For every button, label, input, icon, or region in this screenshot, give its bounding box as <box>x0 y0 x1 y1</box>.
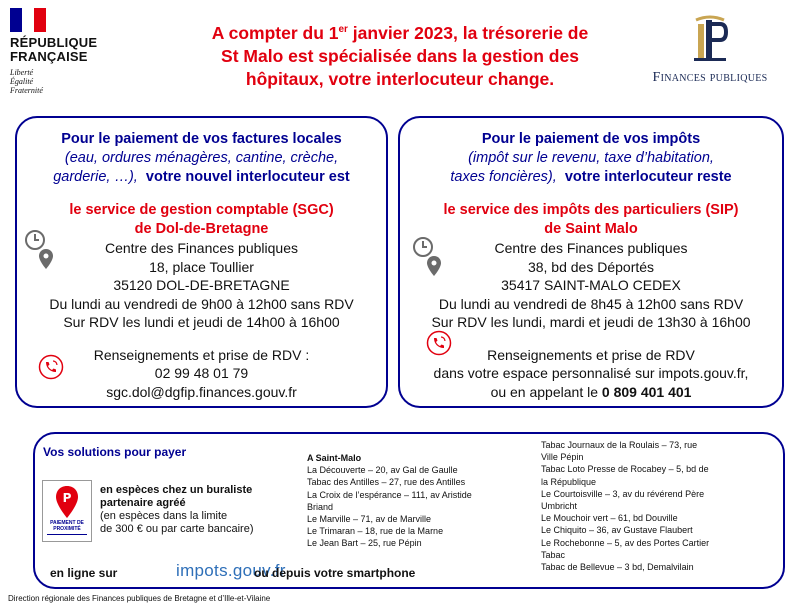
sgc-title: Pour le paiement de vos factures locales <box>61 131 342 147</box>
list-item: La Découverte – 20, av Gal de Gaulle <box>307 465 458 476</box>
sip-box-content <box>398 130 784 401</box>
impots-gouv-link[interactable]: impots.gouv.fr <box>176 561 286 580</box>
sip-address-2: 38, bd des Déportés <box>527 258 655 275</box>
list-item: Le Rochebonne – 5, av des Portes Cartier <box>541 537 710 548</box>
finances-publiques-name: Finances publiques <box>652 70 768 85</box>
sip-address-1: Centre des Finances publiques <box>494 240 688 256</box>
sip-info-3: ou en appelant le 0 809 401 401 <box>490 383 692 400</box>
smartphone-text: ou depuis votre smartphone <box>254 566 416 580</box>
republique-francaise-logo <box>10 8 105 95</box>
solutions-title: Vos solutions pour payer <box>43 445 187 459</box>
sgc-info: Renseignements et prise de RDV : <box>93 346 310 363</box>
phone-icon <box>426 330 452 356</box>
paiement-proximite-logo: P PAIEMENT DE PROXIMITÉ <box>42 480 92 542</box>
list-item: La Croix de l’espérance – 111, av Aristide <box>307 489 472 500</box>
sip-address-3: 35417 SAINT-MALO CEDEX <box>501 277 681 293</box>
proximite-pin-icon <box>43 484 91 520</box>
sgc-email[interactable]: sgc.dol@dgfip.finances.gouv.fr <box>106 383 297 400</box>
sgc-box-content <box>15 130 388 401</box>
cash-payment-text: en espèces chez un buraliste partenaire agréé (en espèces dans la limite de 300 € ou par carte bancaire) <box>100 484 254 535</box>
paybox-footer <box>47 534 87 541</box>
list-item: Le Courtoisville – 3, av du révérend Père <box>541 488 705 499</box>
sip-title: Pour le paiement de vos impôts <box>481 131 701 147</box>
list-item: Umbricht <box>541 501 578 512</box>
sgc-subtitle: (eau, ordures ménagères, cantine, crèche, <box>64 150 339 166</box>
sip-subtitle-2: taxes foncières), votre interlocuteur reste <box>450 169 732 185</box>
tabac-list-2 <box>541 439 751 573</box>
list-item: Tabac Loto Presse de Rocabey – 5, bd de <box>541 464 709 475</box>
rf-motto: Liberté Égalité Fraternité <box>10 68 43 95</box>
sgc-hours-2: Sur RDV les lundi et jeudi de 14h00 à 16h00 <box>63 314 340 330</box>
list-item: Le Chiquito – 36, av Gustave Flaubert <box>541 525 693 536</box>
svg-text:P: P <box>62 491 72 505</box>
rf-name: RÉPUBLIQUE FRANÇAISE <box>10 35 98 64</box>
list-item: Tabac des Antilles – 27, rue des Antilles <box>307 477 466 488</box>
sip-service-name: le service des impôts des particuliers (SIP) <box>443 202 739 218</box>
list-title: A Saint-Malo <box>307 453 362 463</box>
sgc-phone[interactable]: 02 99 48 01 79 <box>154 365 249 381</box>
sgc-address-1: Centre des Finances publiques <box>104 240 298 256</box>
sip-service-city: de Saint Malo <box>544 221 638 237</box>
list-item: Tabac Journaux de la Roulais – 73, rue <box>541 440 698 450</box>
list-item: Le Trimaran – 18, rue de la Marne <box>307 526 444 537</box>
finances-publiques-icon <box>690 12 730 64</box>
list-item: Ville Pépin <box>541 452 584 463</box>
list-item: la République <box>541 476 597 487</box>
sgc-hours-1: Du lundi au vendredi de 9h00 à 12h00 sans RDV <box>49 295 354 312</box>
list-item: Le Mouchoir vert – 61, bd Douville <box>541 513 678 524</box>
phone-icon <box>38 354 64 380</box>
headline: A compter du 1er janvier 2023, la trésorerie de St Malo est spécialisée dans la gestion des hôpitaux, votre interlocuteur change. <box>211 23 589 89</box>
tabac-list-1 <box>307 452 522 550</box>
sgc-service-city: de Dol-de-Bretagne <box>134 221 269 237</box>
location-pin-icon <box>38 248 54 270</box>
sgc-subtitle-2: garderie, …), votre nouvel interlocuteur est <box>53 169 350 185</box>
list-item: Briand <box>307 501 334 512</box>
sgc-address-3: 35120 DOL-DE-BRETAGNE <box>113 277 290 293</box>
sip-phone[interactable]: 0 809 401 401 <box>601 383 692 400</box>
sip-hours-2: Sur RDV les lundi, mardi et jeudi de 13h30 à 16h00 <box>431 314 751 330</box>
list-item: Tabac <box>541 549 566 560</box>
footer: Direction régionale des Finances publiques de Bretagne et d’Ille-et-Vilaine <box>8 594 271 603</box>
sgc-address-2: 18, place Toullier <box>149 258 254 275</box>
sip-info-1: Renseignements et prise de RDV <box>487 346 695 363</box>
list-item: Le Marville – 71, av de Marville <box>307 514 432 525</box>
sip-subtitle: (impôt sur le revenu, taxe d’habitation, <box>468 150 714 166</box>
sip-hours-1: Du lundi au vendredi de 8h45 à 12h00 sans RDV <box>438 295 744 312</box>
sgc-service-name: le service de gestion comptable (SGC) <box>69 202 334 218</box>
french-flag-icon <box>10 8 46 32</box>
list-item: Le Jean Bart – 25, rue Pépin <box>307 538 422 549</box>
sip-info-2: dans votre espace personnalisé sur impots.gouv.fr, <box>433 365 749 381</box>
list-item: Tabac de Bellevue – 3 bd, Demalvilain <box>541 562 694 573</box>
location-pin-icon <box>426 255 442 277</box>
finances-publiques-logo <box>630 12 790 86</box>
online-text: en ligne sur <box>50 566 118 580</box>
